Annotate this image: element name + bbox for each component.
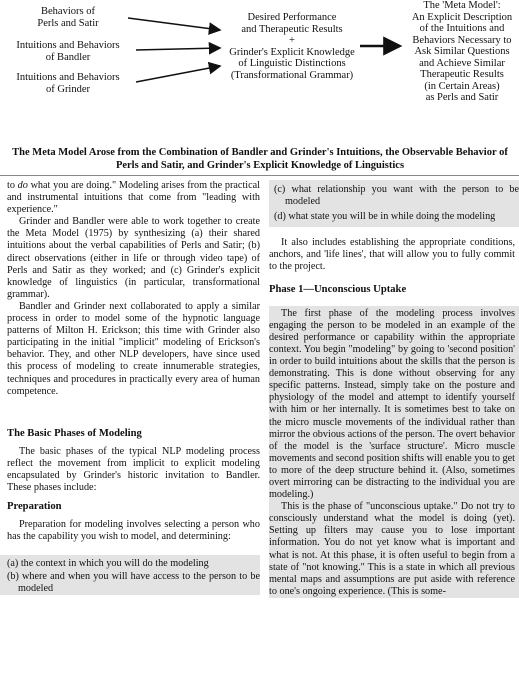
arrow-from-grinder — [136, 66, 220, 82]
arrow-from-bandler — [136, 48, 220, 50]
heading-phase-1: Phase 1—Unconscious Uptake — [269, 283, 407, 295]
list-item: (d) what state you will be in while doing the modeling — [274, 211, 496, 223]
preparation-list-continued — [274, 184, 519, 223]
diagram-middle: Desired Performance and Therapeutic Results + Grinder's Explicit Knowledge of Linguistic Distinctions (Transformational Grammar) — [229, 12, 355, 81]
section-divider — [0, 175, 519, 176]
preparation-list — [7, 558, 260, 594]
arrow-from-perls-satir — [128, 18, 220, 30]
diagram-result: The 'Meta Model': An Explicit Description of the Intuitions and Behaviors Necessary to Ask Similar Questions and Achieve Similar Therapeutic Results (in Certain Areas) as Perls and Satir — [411, 0, 513, 103]
right-column — [269, 180, 519, 598]
left-paragraph-1: to do what you are doing." Modeling arises from the practical and instrumental intuitions that come from "leading with experience." — [7, 180, 260, 216]
left-list-shaded — [0, 555, 260, 594]
basic-phases-paragraph: The basic phases of the typical NLP modeling process reflect the movement from implicit to explicit modeling encapsulated by Grinder's historic invitation to Bandler. These phases include: — [7, 445, 260, 494]
list-item: (c) what relationship you want with the person to be modeled — [274, 184, 519, 208]
emphasis-do: do — [17, 180, 28, 191]
diagram-input-1: Behaviors of Perls and Satir — [37, 6, 99, 29]
list-item: (b) where and when you will have access to the person to be modeled — [7, 570, 260, 594]
list-item: (a) the context in which you will do the modeling — [7, 558, 209, 570]
right-list-shaded — [269, 180, 519, 227]
heading-preparation: Preparation — [7, 501, 62, 513]
diagram-input-2: Intuitions and Behaviors of Bandler — [16, 40, 120, 63]
preparation-paragraph: Preparation for modeling involves selecting a person who has the capability you wish to model, and determining: — [7, 519, 260, 543]
left-paragraph-2: Grinder and Bandler were able to work together to create the Meta Model (1975) by synthesizing (a) their shared intuitions about the verbal capabilities of Perls and Satir; (b) direct observations (either in life or through video tape) of Perls and Satir as they worked; and (c) Grinder's explicit knowledge of linguistics (in particular, transformational grammar). — [7, 216, 260, 300]
left-column — [7, 180, 260, 595]
left-paragraph-3: Bandler and Grinder next collaborated to apply a similar process in order to model some of the hypnotic language patterns of Milton H. Erickson; this time with Grinder also participating in the initial "implicit" modeling of Erickson's behavior. They, and other NLP developers, have since used this process of modeling to create innumerable strategies, techniques and procedures in practically every area of human competence. — [7, 300, 260, 397]
heading-basic-phases: The Basic Phases of Modeling — [7, 427, 142, 439]
diagram-input-3: Intuitions and Behaviors of Grinder — [16, 72, 120, 95]
phase-1-paragraph-2: This is the phase of "unconscious uptake." Do not try to consciously understand what the model is doing (yet). Setting up filters may cause you to lose important information. You do not yet know what is important and what is not. At this phase, it is often useful to begin from a state of "not knowing." This is a state in which all previous mental maps and assumptions are put aside with reference to one's ongoing experience. (This is some- — [269, 501, 515, 597]
phase-1-shaded — [269, 306, 519, 598]
phase-1-paragraph-1: The first phase of the modeling process involves engaging the person to be modeled in an example of the desired performance or capability within the appropriate context. You begin "modeling" by going to 'second position' in order to build intuitions about the skills that the person is demonstrating. This is done without observing for any specific patterns. Instead, simply take on the posture and physiology of the model and attempt to identify yourself with him or her internally. It is sometimes best to take on the micro muscle movements of the individual rather than mirror the obvious actions of the person. The overt behavior of the model is the 'surface structure'. Micro muscle movements and second position shifts will enable you to get to more of the deep structure behind it. (Also, sometimes overt mirroring can be distracting to the individual you are modeling.) — [269, 307, 515, 501]
also-paragraph: It also includes establishing the appropriate conditions, anchors, and 'life lines', that will allow you to fully commit to the project. — [269, 237, 515, 273]
diagram-caption: The Meta Model Arose from the Combination of Bandler and Grinder's Intuitions, the Observable Behavior of Perls and Satir, and Grinder's Explicit Knowledge of Linguistics — [12, 147, 508, 171]
